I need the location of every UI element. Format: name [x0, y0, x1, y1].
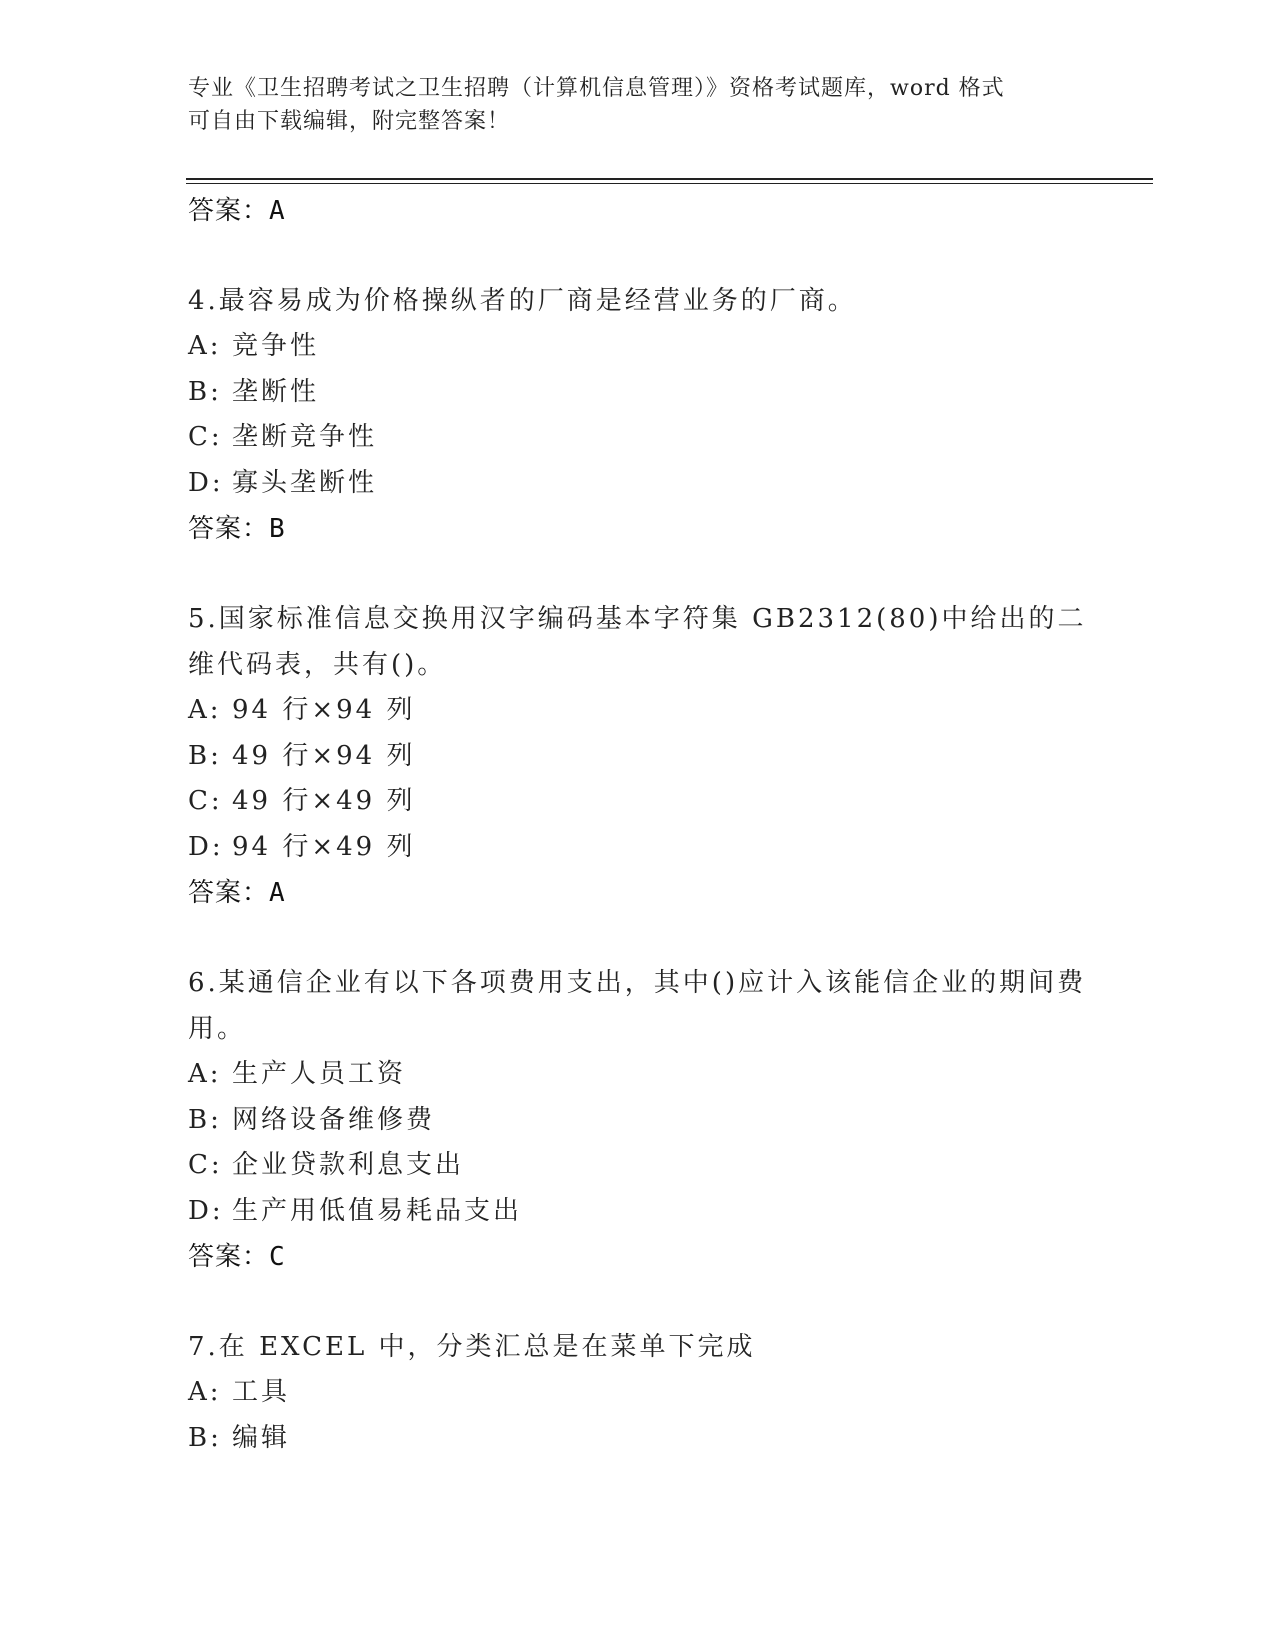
header-line-1: 专业《卫生招聘考试之卫生招聘（计算机信息管理）》资格考试题库，word 格式 [188, 76, 1005, 101]
option-letter: D: [188, 1195, 224, 1226]
option-b [188, 734, 1088, 780]
question-list [188, 188, 1088, 1461]
option-d [188, 461, 1088, 507]
question-text: 4.最容易成为价格操纵者的厂商是经营业务的厂商。 [188, 286, 857, 316]
option-a [188, 1052, 1088, 1098]
question-text: 7.在 EXCEL 中，分类汇总是在菜单下完成 [188, 1332, 756, 1362]
option-text: 寡头垄断性 [232, 467, 378, 498]
option-b [188, 370, 1088, 416]
answer-q4: 答案：B [188, 514, 286, 544]
option-c [188, 415, 1088, 461]
option-letter: A: [188, 1059, 222, 1089]
option-c [188, 1143, 1088, 1189]
question-5 [188, 596, 1088, 916]
option-b [188, 1098, 1088, 1144]
header-rule-thin [186, 183, 1153, 184]
option-letter: D: [188, 831, 224, 862]
option-letter: A: [188, 695, 222, 725]
option-text: 垄断性 [232, 376, 320, 407]
option-text: 94 行×94 列 [232, 695, 416, 725]
question-4 [188, 278, 1088, 552]
option-b [188, 1416, 1088, 1462]
question-7 [188, 1324, 1088, 1461]
question-text: 5.国家标准信息交换用汉字编码基本字符集 GB2312(80)中给出的二维代码表，共有()。 [188, 604, 1087, 680]
question-6 [188, 960, 1088, 1280]
option-a [188, 688, 1088, 734]
option-letter: D: [188, 467, 224, 498]
option-text: 工具 [232, 1377, 291, 1407]
option-letter: B: [188, 1104, 222, 1135]
option-letter: C: [188, 1150, 223, 1180]
header-line-2: 可自由下载编辑，附完整答案！ [188, 109, 511, 134]
answer-q6: 答案：C [188, 1242, 286, 1272]
option-d [188, 1189, 1088, 1235]
option-text: 编辑 [232, 1422, 291, 1453]
option-text: 生产人员工资 [232, 1059, 407, 1089]
option-text: 竞争性 [232, 331, 320, 361]
answer-q5: 答案：A [188, 878, 286, 908]
option-letter: B: [188, 376, 222, 407]
option-a [188, 324, 1088, 370]
option-text: 网络设备维修费 [232, 1104, 436, 1135]
option-d [188, 825, 1088, 871]
option-a [188, 1370, 1088, 1416]
option-letter: B: [188, 740, 222, 771]
document-header [188, 72, 1088, 138]
option-letter: B: [188, 1422, 222, 1453]
option-text: 生产用低值易耗品支出 [232, 1195, 523, 1226]
answer-previous: 答案：A [188, 196, 286, 226]
option-text: 49 行×49 列 [232, 786, 416, 816]
option-text: 94 行×49 列 [232, 831, 416, 862]
option-text: 垄断竞争性 [232, 422, 378, 452]
option-letter: A: [188, 1377, 222, 1407]
question-text: 6.某通信企业有以下各项费用支出，其中()应计入该能信企业的期间费用。 [188, 968, 1087, 1044]
option-text: 企业贷款利息支出 [232, 1150, 465, 1180]
option-letter: C: [188, 422, 223, 452]
option-c [188, 779, 1088, 825]
option-text: 49 行×94 列 [232, 740, 416, 771]
option-letter: C: [188, 786, 223, 816]
header-rule-thick [186, 178, 1153, 180]
option-letter: A: [188, 331, 222, 361]
